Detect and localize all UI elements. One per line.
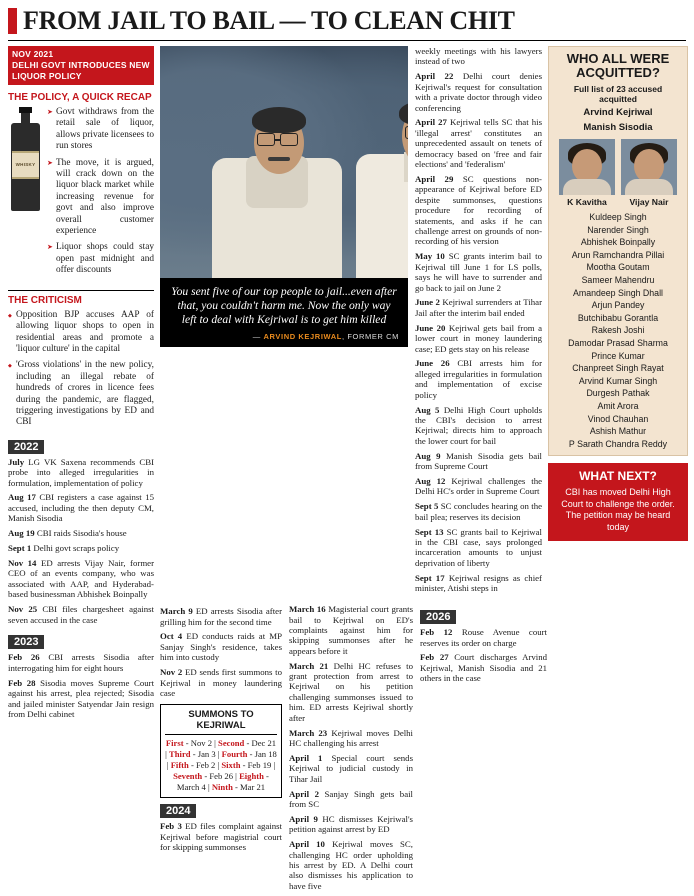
timeline-entry — [289, 789, 413, 810]
entry-date: Aug 5 — [415, 404, 440, 415]
whisky-bottle-icon — [8, 107, 42, 211]
acquitted-name: Prince Kumar — [591, 350, 645, 361]
summons-date: March 4 — [176, 782, 206, 793]
timeline-entry — [415, 476, 542, 497]
summons-date: Nov 2 — [190, 738, 213, 749]
acquitted-name: Kuldeep Singh — [589, 212, 647, 222]
left-column — [8, 46, 155, 719]
entry-date: Feb 3 — [160, 821, 182, 832]
timeline-entry — [415, 451, 542, 472]
entry-text: ED conducts raids at MP Sanjay Singh's residence, takes him into custody — [160, 631, 282, 663]
criticism-list — [8, 310, 154, 429]
summons-date: Jan 3 — [197, 749, 216, 760]
middle-column — [160, 46, 548, 891]
acquitted-name: Arvind Kejriwal — [583, 107, 653, 118]
entry-text: HC dismisses Kejriwal's petition against arrest by ED — [289, 813, 413, 835]
entry-date: Sept 1 — [8, 543, 32, 554]
summons-ordinal: Second — [218, 738, 245, 749]
timeline-entry — [8, 558, 154, 600]
summons-ordinal: Sixth — [221, 760, 241, 771]
quote-attribution: — ARVIND KEJRIWAL, FORMER CM — [252, 332, 399, 341]
entry-date: March 16 — [289, 604, 326, 615]
summons-box — [160, 704, 282, 798]
avatar — [559, 139, 615, 195]
right-column — [548, 46, 688, 606]
entry-text: SC questions non-appearance of Kejriwal before ED despite summonses, questions procedure for recording of statements, and asks if he can challenge arrest on grounds of non-recording of his version — [415, 173, 542, 247]
divider — [8, 40, 686, 41]
entry-text: CBI arrests Sisodia after interrogating him for eight hours — [8, 652, 155, 673]
acquitted-name: Butchibabu Gorantla — [577, 312, 659, 323]
entry-text: Delhi court denies Kejriwal's request for consultation with a private doctor through video conferencing — [415, 71, 542, 113]
acquitted-faces — [554, 139, 682, 207]
entry-date: July — [8, 456, 25, 467]
timeline-entry — [8, 457, 154, 488]
timeline-entry — [8, 652, 154, 673]
middle-top — [160, 46, 542, 598]
summons-date: Dec 21 — [251, 738, 277, 749]
figure-kejriwal — [212, 73, 342, 278]
timeline-entry — [8, 678, 154, 720]
face-caption: Vijay Nair — [629, 197, 669, 207]
entry-date: April 10 — [289, 839, 325, 850]
entry-date: Aug 9 — [415, 450, 441, 461]
entry-text: Special court sends Kejriwal to judicial custody in Tihar Jail — [289, 752, 413, 784]
summons-ordinal: Ninth — [211, 782, 233, 793]
acquitted-subtitle: Full list of 23 accused acquitted — [573, 84, 663, 104]
acquitted-name: Mootha Goutam — [586, 262, 650, 273]
entry-date: June 26 — [415, 358, 450, 369]
timeline-entry — [160, 606, 282, 627]
summons-date: Jan 18 — [254, 749, 277, 760]
summons-ordinal: Third — [169, 749, 191, 760]
summons-ordinal: First — [165, 738, 184, 749]
timeline-entry — [415, 323, 542, 354]
quote-author-role: FORMER CM — [347, 332, 399, 341]
entry-date: Feb 26 — [8, 652, 40, 663]
entry-date: March 21 — [289, 660, 329, 671]
timeline-2024-column-b — [289, 604, 413, 896]
timeline-entry — [420, 627, 547, 648]
acquitted-name: Vinod Chauhan — [587, 413, 649, 424]
bottle-label-text: WHISKY — [15, 162, 36, 167]
acquitted-name: Durgesh Pathak — [586, 388, 650, 399]
timeline-entry — [415, 573, 542, 594]
entry-text: Delhi govt scraps policy — [33, 543, 120, 554]
pull-quote — [160, 278, 408, 347]
entry-date: June 2 — [415, 297, 440, 308]
entry-text: CBI registers a case against 15 accused, including the then deputy CM, Manish Sisodia — [8, 492, 155, 524]
acquitted-name: Chanpreet Singh Rayat — [572, 363, 664, 374]
acquitted-name: Narender Singh — [587, 224, 649, 235]
entry-text: Kejriwal resigns as chief minister, Atishi steps in — [415, 572, 542, 594]
policy-intro-text: DELHI GOVT INTRODUCES NEW LIQUOR POLICY — [12, 60, 150, 81]
entry-date: Oct 4 — [160, 631, 183, 642]
entry-text: Delhi High Court upholds the CBI's decision to arrest Kejriwal; directs him to approach the lower court for bail — [415, 404, 543, 446]
acquitted-name: Amit Arora — [597, 400, 639, 411]
timeline-entry — [415, 527, 542, 569]
acquitted-title: WHO ALL WERE ACQUITTED? — [566, 51, 670, 80]
what-next-title: WHAT NEXT? — [579, 469, 657, 484]
acquitted-name: Ashish Mathur — [589, 426, 647, 437]
entry-date: Nov 25 — [8, 604, 38, 615]
entry-text: weekly meetings with his lawyers instead of two — [415, 46, 542, 67]
entry-text: Kejriwal challenges the Delhi HC's order in Supreme Court — [415, 476, 543, 497]
headline-accent-bar — [8, 8, 17, 34]
timeline-2023-left — [8, 652, 154, 719]
entry-date: Aug 19 — [8, 528, 35, 539]
entry-text: ED files complaint against Kejriwal before magistrial court for skipping summonses — [160, 821, 282, 853]
entry-text: Rouse Avenue court reserves its order on charge — [420, 627, 547, 648]
entry-date: April 9 — [289, 813, 318, 824]
photo-kejriwal-sisodia — [160, 46, 408, 278]
entry-text: Kejriwal surrenders at Tihar Jail after the interim bail ended — [415, 297, 542, 318]
entry-text: Manish Sisodia gets bail from Supreme Court — [415, 450, 542, 472]
timeline-entry — [289, 753, 413, 784]
face-k-kavitha — [559, 139, 615, 207]
entry-date: March 9 — [160, 606, 193, 617]
timeline-entry — [8, 604, 154, 625]
summons-date: Feb 2 — [196, 760, 216, 771]
timeline-entry — [415, 174, 542, 247]
list-item: ➤ Govt withdraws from the retail sale of liquor, allows private licensees to run stores — [47, 107, 154, 153]
page-title: FROM JAIL TO BAIL — TO CLEAN CHIT — [23, 6, 515, 35]
entry-date: May 10 — [415, 251, 445, 262]
timeline-year-2026: 2026 — [420, 610, 456, 624]
timeline-entry — [420, 652, 547, 683]
acquitted-name: Manish Sisodia — [583, 122, 653, 133]
acquitted-name-list — [554, 211, 682, 450]
acquitted-name: P Sarath Chandra Reddy — [568, 438, 668, 449]
timeline-entry — [415, 405, 542, 447]
entry-text: CBI arrests him for alleged irregularities in formulation and implementation of excise policy — [415, 358, 542, 400]
entry-text: Sanjay Singh gets bail from SC — [289, 788, 413, 809]
acquitted-name: Damodar Prasad Sharma — [568, 337, 668, 348]
entry-text: SC concludes hearing on the bail plea; reserves its decision — [415, 501, 543, 522]
entry-date: March 23 — [289, 727, 328, 738]
acquitted-name: Arvind Kumar Singh — [578, 375, 658, 386]
timeline-year-2024: 2024 — [160, 804, 196, 818]
acquitted-box — [548, 46, 688, 456]
timeline-entry — [415, 297, 542, 318]
list-item: ➤ Liquor shops could stay open past midnight and offer discounts — [47, 242, 154, 276]
acquitted-name: Rakesh Joshi — [591, 325, 645, 336]
timeline-entry — [160, 821, 282, 852]
criticism-heading: THE CRITICISM — [8, 290, 154, 306]
entry-text: LG VK Saxena recommends CBI probe into alleged irregularities in formulation, implementation of policy — [8, 456, 154, 488]
acquitted-name: Arun Ramchandra Pillai — [571, 249, 665, 260]
entry-date: Nov 2 — [160, 667, 183, 678]
timeline-entry — [160, 667, 282, 698]
headline-area — [8, 4, 686, 40]
entry-text: Delhi HC refuses to grant protection from arrest to Kejriwal on his petition challenging summonses issued to him. ED arrests Kejriwal shortly after — [289, 660, 413, 723]
timeline-entry — [415, 251, 542, 293]
middle-bottom — [160, 604, 548, 896]
quote-author: ARVIND KEJRIWAL — [263, 332, 342, 341]
entry-text: CBI files chargesheet against seven accused in the case — [8, 604, 154, 625]
figure-sisodia — [356, 68, 408, 278]
entry-date: April 29 — [415, 173, 454, 184]
summons-ordinal: Seventh — [173, 771, 203, 782]
policy-bullet-list — [47, 107, 154, 282]
list-item: ◆ Opposition BJP accuses AAP of allowing liquor shops to open in residential areas and promote a 'liquor culture' in the capital — [8, 310, 154, 356]
timeline-year-2022: 2022 — [8, 440, 44, 454]
timeline-2026-column — [420, 604, 547, 896]
what-next-box — [548, 463, 688, 541]
policy-intro-date: NOV 2021 — [12, 49, 54, 59]
timeline-entry — [8, 492, 154, 523]
what-next-text: CBI has moved Delhi High Court to challenge the order. The petition may be heard today — [561, 487, 675, 532]
entry-date: Nov 14 — [8, 558, 37, 568]
entry-date: April 27 — [415, 117, 447, 128]
summons-date: Mar 21 — [240, 782, 266, 793]
timeline-entry — [8, 528, 154, 538]
summons-date: Feb 26 — [209, 771, 234, 782]
acquitted-name: Amandeep Singh Dhall — [573, 287, 663, 298]
policy-recap-heading: THE POLICY, A QUICK RECAP — [8, 92, 152, 103]
entry-date: Aug 12 — [415, 476, 446, 487]
entry-date: April 2 — [289, 788, 319, 799]
entry-text: Kejriwal tells SC that his 'illegal arrest' constitutes an unprecedented assault on tenets of democracy based on 'free and fair elections' and 'federalism' — [415, 117, 542, 170]
entry-text: CBI raids Sisodia's house — [36, 528, 127, 539]
summons-ordinal: Fifth — [170, 760, 189, 771]
timeline-year-2023: 2023 — [8, 635, 44, 649]
entry-text: Sisodia moves Supreme Court against his arrest, plea rejected; Sisodia and jailed minister Satyendar Jain resign from Delhi cabinet — [8, 677, 155, 719]
timeline-entry — [415, 358, 542, 400]
summons-title: SUMMONS TO KEJRIWAL — [165, 709, 277, 735]
timeline-entry — [415, 117, 542, 169]
avatar — [621, 139, 677, 195]
timeline-entry — [415, 46, 542, 67]
acquitted-name: Abhishek Boinpally — [580, 237, 656, 248]
entry-date: Feb 27 — [420, 652, 449, 663]
acquitted-name: Arjun Pandey — [591, 300, 645, 311]
entry-date: Feb 12 — [420, 627, 453, 638]
entry-date: Sept 5 — [415, 501, 439, 512]
entry-date: Sept 17 — [415, 572, 445, 583]
timeline-2022 — [8, 457, 154, 625]
timeline-entry — [415, 501, 542, 522]
timeline-entry — [289, 839, 413, 891]
entry-text: ED sends first summons to Kejriwal in money laundering case — [160, 667, 283, 698]
quote-text: You sent five of our top people to jail...even after that, you couldn't harm me. Now the only way left to deal with Kejriwal is to get him killed — [171, 285, 397, 326]
timeline-entry — [289, 728, 413, 749]
timeline-2023-continued — [160, 604, 282, 896]
timeline-entry — [415, 71, 542, 113]
policy-intro-tag — [8, 46, 154, 85]
entry-text: ED arrests Sisodia after grilling him for the second time — [160, 606, 283, 627]
entry-text: SC grants bail to Kejriwal in the CBI case, says prolonged incarceration amounts to unjust deprivation of liberty — [415, 526, 542, 568]
entry-text: ED arrests Vijay Nair, former CEO of an events company, who was associated with AAP, and Hyderabad-based businessman Abhishek Boinpally — [8, 558, 154, 600]
entry-text: Kejriwal gets bail from a lower court in money laundering case; ED gets stay on his release — [415, 322, 542, 354]
summons-ordinal: Fourth — [221, 749, 248, 760]
timeline-entry — [8, 543, 154, 553]
timeline-entry — [289, 814, 413, 835]
acquitted-name: Sameer Mahendru — [581, 274, 655, 285]
entry-text: Magisterial court grants bail to Kejriwal on ED's complaints against him for skipping summonses after he appears before it — [289, 604, 413, 656]
timeline-2024-column-a — [415, 46, 542, 598]
summons-ordinal: Eighth — [239, 771, 264, 782]
timeline-entry — [289, 661, 413, 723]
list-item: ◆ 'Gross violations' in the new policy, including an illegal rebate of hundreds of crores in licence fees during the pandemic, are flagged, triggering investigations by ED and CBI — [8, 360, 154, 428]
entry-date: April 1 — [289, 752, 323, 763]
summons-list: First - Nov 2 | Second - Dec 21 | Third - Jan 3 | Fourth - Jan 18 | Fifth - Feb 2 | Sixth - Feb 19 | Seventh - Feb 26 | Eighth - March 4 | Ninth - Mar 21 — [165, 738, 277, 793]
entry-date: June 20 — [415, 322, 446, 333]
entry-date: Feb 28 — [8, 677, 36, 688]
entry-text: SC grants interim bail to Kejriwal till June 1 for LS polls, says he will have to surrender and go back to jail on June 2 — [415, 251, 542, 293]
photo-column — [160, 46, 408, 598]
entry-date: Aug 17 — [8, 492, 36, 503]
list-item: ➤ The move, it is argued, will crack down on the liquor black market while increasing revenue for govt and also improve overall customer experience — [47, 158, 154, 238]
timeline-entry — [160, 631, 282, 662]
face-vijay-nair — [621, 139, 677, 207]
entry-date: April 22 — [415, 71, 454, 82]
entry-text: Kejriwal moves SC, challenging HC order upholding his arrest by ED. A Delhi court also dismisses his application to have five — [289, 839, 413, 891]
entry-text: Kejriwal moves Delhi HC challenging his arrest — [289, 727, 414, 748]
face-caption: K Kavitha — [567, 197, 607, 207]
timeline-2024-start — [160, 821, 282, 852]
content-columns — [8, 46, 686, 891]
summons-date: Feb 19 — [247, 760, 272, 771]
entry-date: Sept 13 — [415, 526, 444, 537]
policy-recap-body — [8, 107, 154, 282]
timeline-entry — [289, 604, 413, 656]
entry-text: Court discharges Arvind Kejriwal, Manish Sisodia and 21 others in the case — [420, 652, 548, 684]
